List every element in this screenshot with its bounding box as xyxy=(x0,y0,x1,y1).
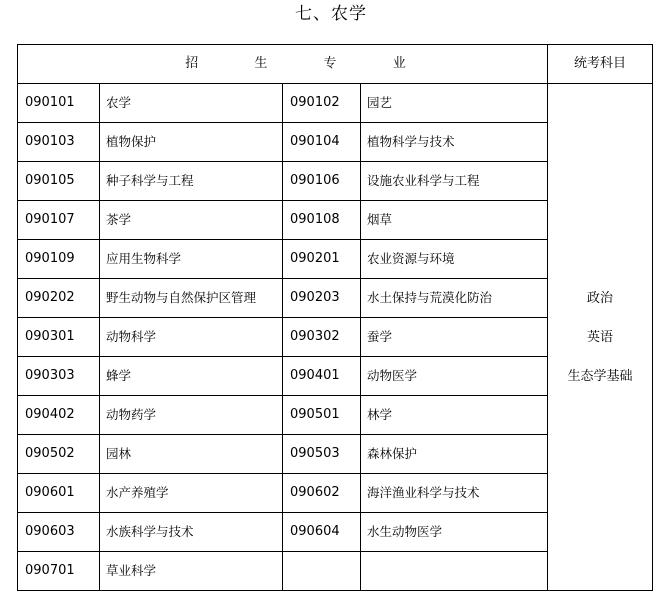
major-name: 动物科学 xyxy=(100,318,283,357)
major-name: 水族科学与技术 xyxy=(100,513,283,552)
major-code: 090503 xyxy=(283,435,361,474)
major-name: 林学 xyxy=(361,396,548,435)
major-name: 蚕学 xyxy=(361,318,548,357)
major-name: 蜂学 xyxy=(100,357,283,396)
exam-subject: 生态学基础 xyxy=(567,368,633,384)
major-code: 090402 xyxy=(18,396,100,435)
major-name: 水土保持与荒漠化防治 xyxy=(361,279,548,318)
header-majors: 招 生 专 业 xyxy=(18,45,548,84)
table-body xyxy=(18,45,653,591)
exam-subjects-cell xyxy=(548,84,653,591)
major-code: 090201 xyxy=(283,240,361,279)
major-code: 090502 xyxy=(18,435,100,474)
major-code: 090105 xyxy=(18,162,100,201)
major-code: 090302 xyxy=(283,318,361,357)
major-name: 森林保护 xyxy=(361,435,548,474)
major-name: 水生动物医学 xyxy=(361,513,548,552)
major-code: 090401 xyxy=(283,357,361,396)
exam-subject: 英语 xyxy=(586,329,613,345)
header-exam-subjects: 统考科目 xyxy=(548,45,653,84)
major-code: 090108 xyxy=(283,201,361,240)
major-code: 090602 xyxy=(283,474,361,513)
major-name: 海洋渔业科学与技术 xyxy=(361,474,548,513)
major-name: 植物保护 xyxy=(100,123,283,162)
major-code: 090104 xyxy=(283,123,361,162)
major-code: 090106 xyxy=(283,162,361,201)
major-name: 植物科学与技术 xyxy=(361,123,548,162)
major-name xyxy=(361,552,548,591)
major-code: 090109 xyxy=(18,240,100,279)
major-code: 090203 xyxy=(283,279,361,318)
major-code: 090501 xyxy=(283,396,361,435)
major-code xyxy=(283,552,361,591)
major-name: 烟草 xyxy=(361,201,548,240)
major-name: 种子科学与工程 xyxy=(100,162,283,201)
majors-table xyxy=(17,44,653,591)
major-name: 草业科学 xyxy=(100,552,283,591)
major-name: 农业资源与环境 xyxy=(361,240,548,279)
major-code: 090303 xyxy=(18,357,100,396)
major-code: 090604 xyxy=(283,513,361,552)
table-header-row xyxy=(18,45,653,84)
major-name: 应用生物科学 xyxy=(100,240,283,279)
major-code: 090301 xyxy=(18,318,100,357)
major-name: 野生动物与自然保护区管理 xyxy=(100,279,283,318)
major-code: 090107 xyxy=(18,201,100,240)
major-code: 090103 xyxy=(18,123,100,162)
major-code: 090601 xyxy=(18,474,100,513)
major-name: 农学 xyxy=(100,84,283,123)
major-name: 茶学 xyxy=(100,201,283,240)
major-name: 动物药学 xyxy=(100,396,283,435)
exam-subject: 政治 xyxy=(586,290,613,306)
major-code: 090701 xyxy=(18,552,100,591)
major-name: 设施农业科学与工程 xyxy=(361,162,548,201)
major-name: 园林 xyxy=(100,435,283,474)
major-name: 园艺 xyxy=(361,84,548,123)
major-code: 090101 xyxy=(18,84,100,123)
table-row xyxy=(18,84,653,123)
page-title: 七、农学 xyxy=(295,4,367,24)
major-code: 090102 xyxy=(283,84,361,123)
major-code: 090603 xyxy=(18,513,100,552)
major-name: 动物医学 xyxy=(361,357,548,396)
major-name: 水产养殖学 xyxy=(100,474,283,513)
major-code: 090202 xyxy=(18,279,100,318)
